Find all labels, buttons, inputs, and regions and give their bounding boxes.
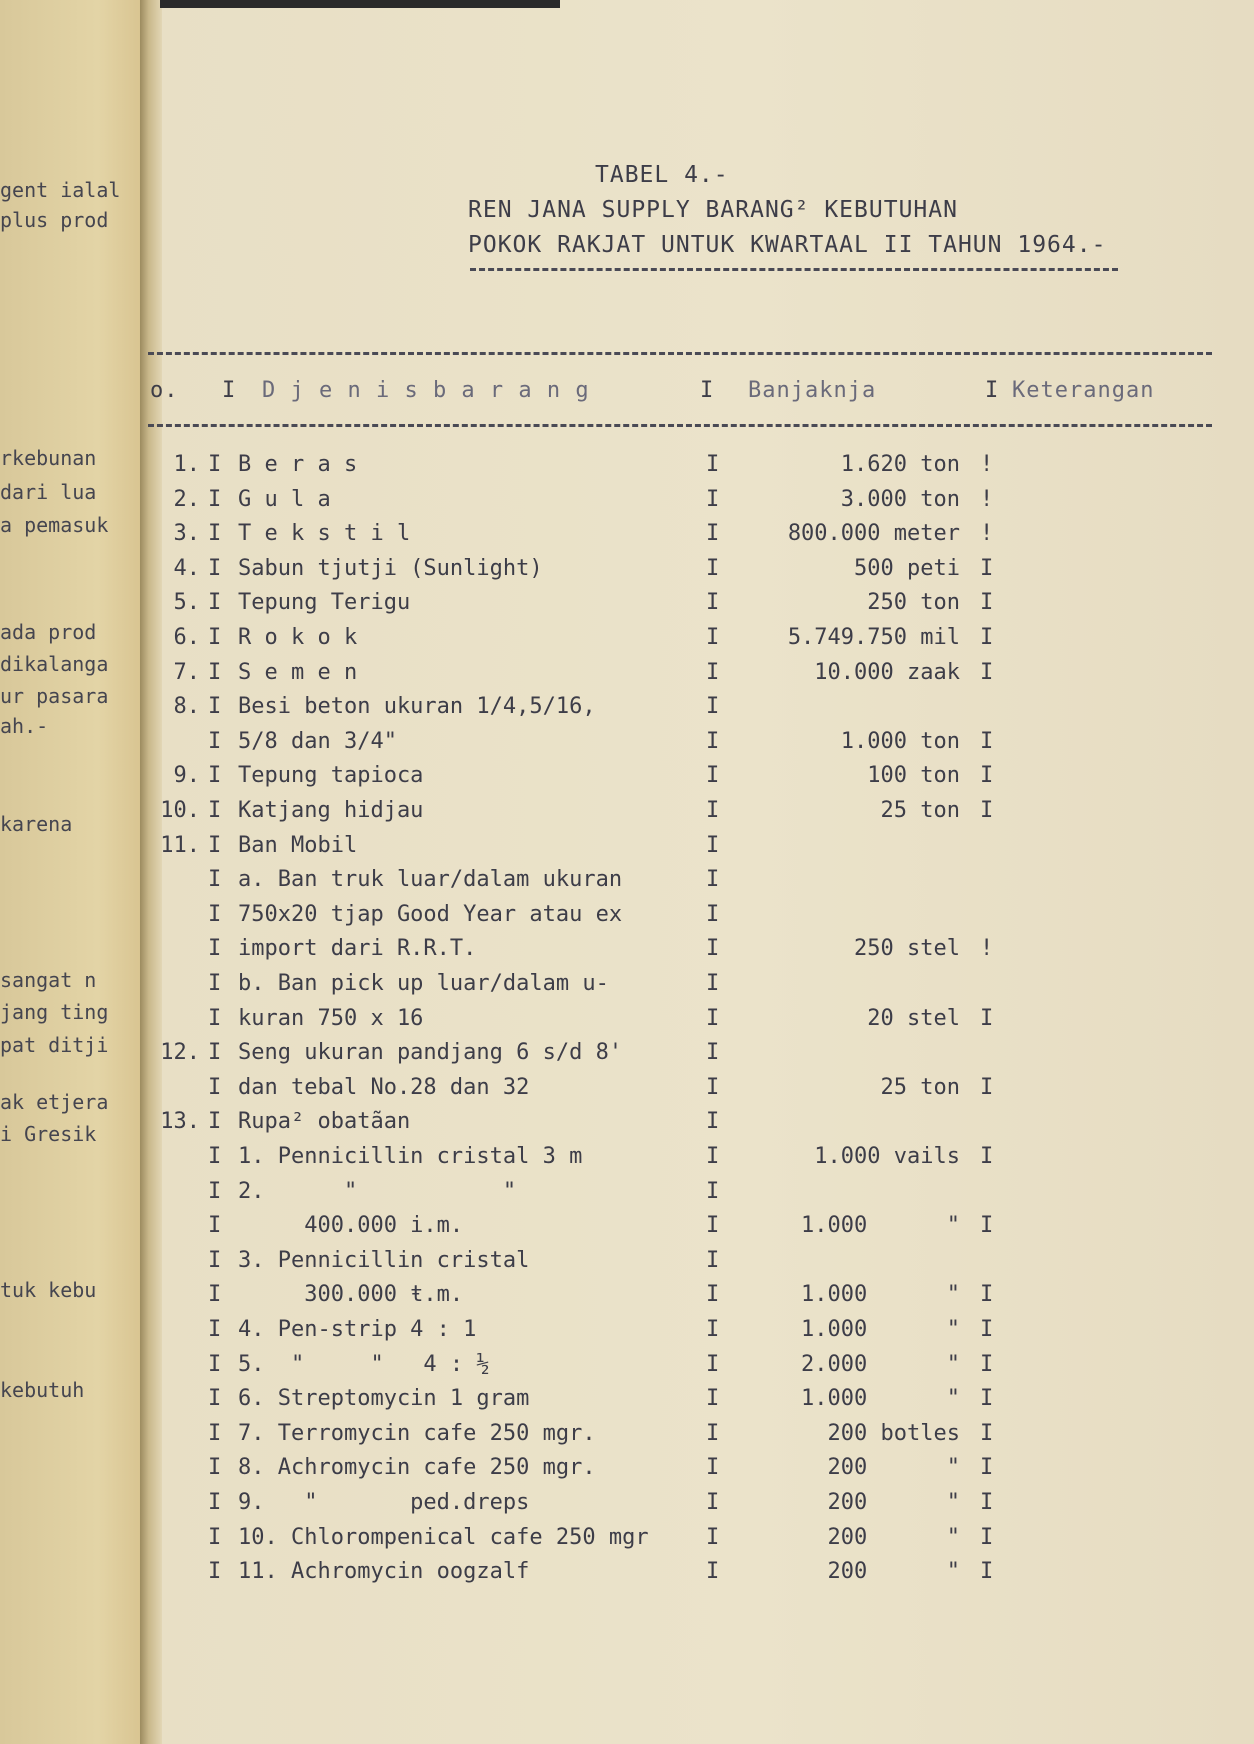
- item-name: Seng ukuran pandjang 6 s/d 8': [238, 1040, 623, 1066]
- item-name: Sabun tjutji (Sunlight): [238, 555, 543, 581]
- column-separator: I: [706, 763, 720, 789]
- column-separator: I: [208, 1040, 222, 1066]
- item-quantity: 100 ton: [867, 763, 960, 789]
- table-row: [0, 833, 1254, 865]
- header-separator: I: [985, 378, 1000, 403]
- column-separator: I: [980, 590, 994, 616]
- column-separator: I: [980, 659, 994, 685]
- item-name: 8. Achromycin cafe 250 mgr.: [238, 1455, 596, 1481]
- item-name: S e m e n: [238, 659, 358, 685]
- item-name: kuran 750 x 16: [238, 1005, 424, 1031]
- column-separator: I: [706, 1282, 720, 1308]
- previous-page-text: dikalanga: [0, 652, 109, 676]
- table-row: [0, 625, 1254, 657]
- column-separator: I: [980, 1524, 994, 1550]
- column-separator: I: [706, 1386, 720, 1412]
- row-number: 10.: [160, 798, 200, 823]
- row-number: 12.: [160, 1040, 200, 1066]
- column-separator: I: [980, 798, 994, 823]
- table-header-rule: [148, 424, 1212, 427]
- previous-page-text: plus prod: [0, 208, 109, 232]
- item-name: 750x20 tjap Good Year atau ex: [238, 901, 623, 927]
- item-quantity: 1.000 ": [801, 1317, 960, 1342]
- row-number: 11.: [160, 832, 200, 858]
- column-separator: I: [706, 1559, 720, 1585]
- column-separator: I: [980, 1490, 994, 1515]
- row-number: 9.: [173, 763, 200, 789]
- item-quantity: 800.000 meter: [787, 521, 960, 547]
- item-name: 10. Chlorompenical cafe 250 mgr: [238, 1524, 649, 1550]
- column-header-no: o.: [150, 378, 179, 403]
- column-separator: I: [706, 1247, 720, 1273]
- table-row: [0, 1525, 1254, 1557]
- table-row: [0, 1317, 1254, 1349]
- table-row: [0, 1213, 1254, 1245]
- column-separator: I: [980, 1351, 994, 1377]
- column-separator: I: [706, 590, 720, 616]
- column-header-item: D j e n i s b a r a n g: [262, 378, 590, 403]
- column-separator: I: [980, 763, 994, 789]
- column-separator: I: [706, 1524, 720, 1550]
- column-separator: I: [208, 555, 222, 581]
- previous-page-text: ah.-: [0, 714, 49, 738]
- column-separator: I: [208, 971, 222, 996]
- table-row: [0, 590, 1254, 622]
- item-name: 3. Pennicillin cristal: [238, 1247, 530, 1273]
- table-row: [0, 1075, 1254, 1107]
- item-quantity: 200 ": [827, 1559, 960, 1585]
- table-row: [0, 1282, 1254, 1314]
- item-name: 1. Pennicillin cristal 3 m: [238, 1144, 583, 1169]
- row-number: 8.: [173, 694, 200, 720]
- column-separator: !: [980, 452, 994, 477]
- item-quantity: 20 stel: [867, 1005, 960, 1031]
- item-quantity: 200 ": [827, 1490, 960, 1515]
- row-number: 1.: [173, 452, 200, 477]
- column-separator: I: [208, 1559, 222, 1585]
- column-separator: I: [208, 1144, 222, 1169]
- column-separator: I: [208, 1386, 222, 1412]
- item-name: Besi beton ukuran 1/4,5/16,: [238, 694, 596, 720]
- column-header-remarks: Keterangan: [1012, 378, 1155, 403]
- column-separator: I: [706, 1040, 720, 1066]
- column-separator: I: [208, 1005, 222, 1031]
- row-number: 5.: [173, 590, 200, 616]
- table-row: [0, 1352, 1254, 1384]
- item-quantity: 25 ton: [880, 1074, 960, 1100]
- table-row: [0, 660, 1254, 692]
- item-name: 4. Pen-strip 4 : 1: [238, 1317, 477, 1342]
- column-separator: I: [980, 1213, 994, 1239]
- column-separator: I: [706, 659, 720, 685]
- column-separator: I: [208, 1455, 222, 1481]
- item-name: G u l a: [238, 486, 331, 512]
- table-row: [0, 1421, 1254, 1453]
- previous-page-text: kebutuh: [0, 1378, 85, 1402]
- item-quantity: 3.000 ton: [840, 486, 960, 512]
- item-name: 300.000 ŧ.m.: [238, 1282, 464, 1308]
- column-separator: I: [208, 521, 222, 547]
- column-separator: I: [706, 1490, 720, 1515]
- column-separator: I: [706, 1213, 720, 1239]
- item-name: 7. Terromycin cafe 250 mgr.: [238, 1420, 596, 1446]
- previous-page-text: pat ditji: [0, 1033, 109, 1057]
- column-separator: I: [706, 867, 720, 893]
- header-separator: I: [700, 378, 715, 403]
- table-row: [0, 487, 1254, 519]
- item-name: b. Ban pick up luar/dalam u-: [238, 971, 609, 996]
- item-quantity: 1.000 ": [801, 1386, 960, 1412]
- item-name: import dari R.R.T.: [238, 936, 477, 962]
- column-separator: I: [208, 1524, 222, 1550]
- column-separator: I: [208, 625, 222, 650]
- previous-page-text: dari lua: [0, 480, 97, 504]
- row-number: 4.: [173, 555, 200, 581]
- table-row: [0, 971, 1254, 1003]
- table-row: [0, 1248, 1254, 1280]
- table-row: [0, 452, 1254, 484]
- item-name: 5. " " 4 : ½: [238, 1351, 490, 1377]
- column-separator: I: [980, 1144, 994, 1169]
- item-quantity: 1.000 ": [801, 1213, 960, 1239]
- item-quantity: 1.000 vails: [814, 1144, 960, 1169]
- table-row: [0, 1455, 1254, 1487]
- item-quantity: 500 peti: [854, 555, 960, 581]
- column-separator: I: [208, 1351, 222, 1377]
- item-quantity: 200 ": [827, 1455, 960, 1481]
- column-separator: I: [706, 901, 720, 927]
- column-separator: I: [208, 1282, 222, 1308]
- column-separator: I: [706, 728, 720, 754]
- item-name: 11. Achromycin oogzalf: [238, 1559, 530, 1585]
- item-quantity: 1.620 ton: [840, 452, 960, 477]
- table-row: [0, 1559, 1254, 1591]
- column-separator: I: [706, 1109, 720, 1135]
- row-number: 7.: [173, 659, 200, 685]
- table-row: [0, 1006, 1254, 1038]
- table-title-line-2: POKOK RAKJAT UNTUK KWARTAAL II TAHUN 1964.-: [468, 232, 1107, 258]
- column-separator: I: [980, 625, 994, 650]
- item-name: Rupa² obatãan: [238, 1109, 411, 1135]
- item-name: 2. " ": [238, 1178, 517, 1204]
- column-separator: I: [208, 452, 222, 477]
- item-name: Katjang hidjau: [238, 798, 424, 823]
- column-separator: I: [706, 936, 720, 962]
- column-separator: I: [980, 1455, 994, 1481]
- item-quantity: 200 ": [827, 1524, 960, 1550]
- item-name: Tepung tapioca: [238, 763, 424, 789]
- previous-page-text: i Gresik: [0, 1122, 97, 1146]
- column-separator: I: [980, 1420, 994, 1446]
- item-quantity: 25 ton: [880, 798, 960, 823]
- column-separator: I: [706, 1351, 720, 1377]
- column-separator: I: [980, 1317, 994, 1342]
- item-quantity: 2.000 ": [801, 1351, 960, 1377]
- item-quantity: 250 stel: [854, 936, 960, 962]
- previous-page-text: a pemasuk: [0, 513, 109, 537]
- column-separator: I: [706, 694, 720, 720]
- previous-page-text: tuk kebu: [0, 1278, 97, 1302]
- item-quantity: 10.000 zaak: [814, 659, 960, 685]
- item-quantity: 250 ton: [867, 590, 960, 616]
- item-name: a. Ban truk luar/dalam ukuran: [238, 867, 623, 893]
- column-separator: I: [706, 798, 720, 823]
- column-separator: I: [706, 555, 720, 581]
- table-row: [0, 729, 1254, 761]
- column-separator: I: [208, 867, 222, 893]
- item-quantity: 1.000 ton: [840, 728, 960, 754]
- item-quantity: 5.749.750 mil: [787, 625, 960, 650]
- item-name: R o k o k: [238, 625, 358, 650]
- column-separator: I: [208, 694, 222, 720]
- column-header-quantity: Banjaknja: [748, 378, 877, 403]
- column-separator: I: [208, 1420, 222, 1446]
- column-separator: I: [208, 728, 222, 754]
- item-name: Ban Mobil: [238, 832, 358, 858]
- item-quantity: 1.000 ": [801, 1282, 960, 1308]
- previous-page-text: sangat n: [0, 968, 97, 992]
- row-number: 2.: [173, 486, 200, 512]
- title-underline: [470, 268, 1118, 271]
- column-separator: I: [208, 1178, 222, 1204]
- previous-page-text: ak etjera: [0, 1090, 109, 1114]
- column-separator: I: [980, 1282, 994, 1308]
- column-separator: I: [208, 1247, 222, 1273]
- table-row: [0, 1490, 1254, 1522]
- item-name: Tepung Terigu: [238, 590, 411, 616]
- column-separator: I: [706, 1455, 720, 1481]
- column-separator: I: [706, 1144, 720, 1169]
- previous-page-text: ada prod: [0, 620, 97, 644]
- column-separator: I: [208, 1109, 222, 1135]
- item-name: 400.000 i.m.: [238, 1213, 464, 1239]
- table-row: [0, 521, 1254, 553]
- column-separator: I: [706, 832, 720, 858]
- previous-page-text: rkebunan: [0, 446, 97, 470]
- table-row: [0, 798, 1254, 830]
- row-number: 3.: [173, 521, 200, 547]
- table-number: TABEL 4.-: [595, 162, 729, 188]
- row-number: 13.: [160, 1109, 200, 1135]
- item-name: 5/8 dan 3/4": [238, 728, 397, 754]
- item-name: 6. Streptomycin 1 gram: [238, 1386, 530, 1412]
- table-row: [0, 1144, 1254, 1176]
- column-separator: I: [208, 798, 222, 823]
- column-separator: I: [980, 728, 994, 754]
- table-row: [0, 556, 1254, 588]
- table-row: [0, 1109, 1254, 1141]
- item-name: 9. " ped.dreps: [238, 1490, 530, 1515]
- previous-page-text: ur pasara: [0, 684, 109, 708]
- table-row: [0, 867, 1254, 899]
- column-separator: I: [706, 521, 720, 547]
- column-separator: I: [208, 1213, 222, 1239]
- table-title-line-1: REN JANA SUPPLY BARANG² KEBUTUHAN: [468, 197, 958, 223]
- column-separator: I: [706, 1005, 720, 1031]
- column-separator: I: [208, 659, 222, 685]
- column-separator: I: [980, 1386, 994, 1412]
- column-separator: I: [980, 1005, 994, 1031]
- column-separator: I: [208, 832, 222, 858]
- column-separator: I: [208, 590, 222, 616]
- previous-page-text: karena: [0, 812, 73, 836]
- column-separator: I: [208, 901, 222, 927]
- column-separator: I: [706, 486, 720, 512]
- top-edge-shadow: [160, 0, 560, 8]
- column-separator: !: [980, 936, 994, 962]
- previous-page-text: jang ting: [0, 1000, 109, 1024]
- column-separator: I: [208, 936, 222, 962]
- column-separator: I: [706, 1317, 720, 1342]
- previous-page-text: gent ialal: [0, 178, 121, 202]
- table-top-rule: [148, 352, 1212, 355]
- column-separator: I: [706, 1074, 720, 1100]
- column-separator: I: [208, 763, 222, 789]
- table-row: [0, 936, 1254, 968]
- column-separator: I: [208, 1490, 222, 1515]
- table-row: [0, 1386, 1254, 1418]
- item-name: B e r a s: [238, 452, 358, 477]
- column-separator: I: [980, 1074, 994, 1100]
- header-separator: I: [222, 378, 237, 403]
- table-row: [0, 694, 1254, 726]
- column-separator: I: [208, 1074, 222, 1100]
- table-row: [0, 1040, 1254, 1072]
- column-separator: I: [706, 1178, 720, 1204]
- table-row: [0, 763, 1254, 795]
- column-separator: I: [706, 1420, 720, 1446]
- item-name: T e k s t i l: [238, 521, 411, 547]
- column-separator: I: [980, 1559, 994, 1585]
- column-separator: I: [208, 1317, 222, 1342]
- table-row: [0, 1179, 1254, 1211]
- item-name: dan tebal No.28 dan 32: [238, 1074, 530, 1100]
- column-separator: I: [980, 555, 994, 581]
- column-separator: I: [706, 971, 720, 996]
- item-quantity: 200 botles: [827, 1420, 960, 1446]
- row-number: 6.: [173, 625, 200, 650]
- column-separator: !: [980, 521, 994, 547]
- column-separator: I: [706, 625, 720, 650]
- column-separator: I: [706, 452, 720, 477]
- column-separator: I: [208, 486, 222, 512]
- column-separator: !: [980, 486, 994, 512]
- table-row: [0, 902, 1254, 934]
